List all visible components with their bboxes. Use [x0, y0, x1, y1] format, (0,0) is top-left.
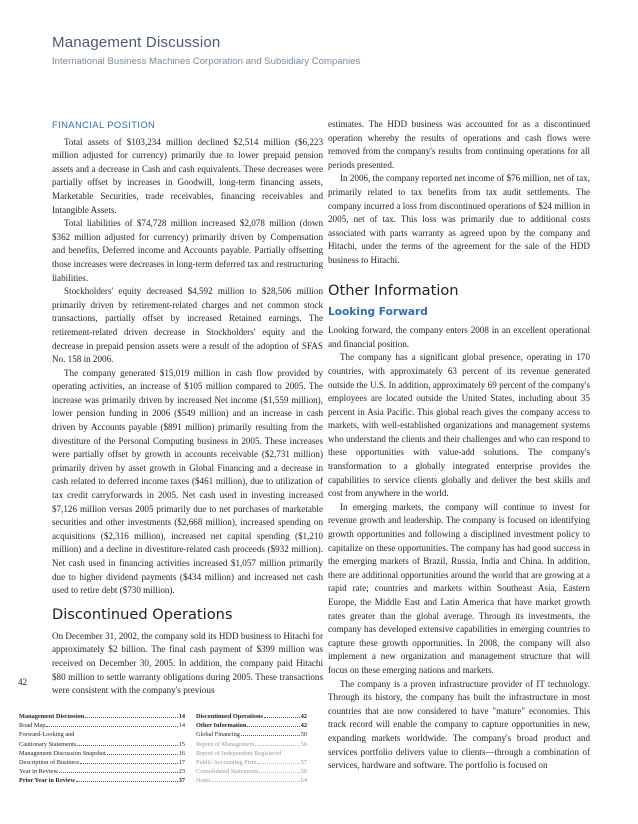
toc-item-page: 42: [300, 713, 307, 720]
paragraph: Stockholders' equity decreased $4,592 million to $28,506 million primarily driven by retirement-related charges and net common stock transactions, partially offset by increased Retained earnings. The retirement-related driven decrease in Stockholders' equity and the decrease in prepaid pension assets were a result of the adoption of SFAS No. 158 in 2006.: [52, 286, 323, 365]
toc-item-page: 57: [300, 759, 307, 767]
toc-item-label: Forward-Looking and: [19, 731, 75, 739]
paragraph: The company generated $15,019 million in cash flow provided by operating activities, an increase of $105 million compared to 2005. The increase was primarily driven by increased Net income ($1,559 million), lower pension funding in 2006 ($549 million) and an increase in cash driven by Accounts payable ($891 million) primarily resulting from the divestiture of the Personal Computing business in 2005. These increases were partially offset by growth in accounts receivable ($2,731 million) primarily driven by asset growth in Global Financing and a decrease in cash related to deferred income taxes ($461 million), due to utilization of tax credit carryforwards in 2005. Net cash used in investing increased $7,126 million versus 2005 primarily due to net purchases of marketable securities and other investments ($2,668 million), increased spending on acquisitions ($2,316 million), increased net capital spending ($1,210 million) and a decline in divestiture-related cash proceeds ($932 million). Net cash used in financing activities increased $1,057 million primarily due to higher dividend payments ($434 million) and increased net cash used to retire debt ($730 million).: [52, 367, 323, 596]
toc-leader: [247, 726, 299, 727]
toc-leader: [77, 745, 178, 746]
toc-item-page: 23: [178, 768, 185, 776]
paragraph: In 2006, the company reported net income of $76 million, net of tax, primarily related to tax benefits from tax audit settlements. The company incurred a loss from discontinued operations of $24 million in 2005, net of tax. This loss was primarily due to additional costs associated with parts warranty as agreed upon by the company and Hitachi, under the terms of the agreement for the sale of the HDD business to Hitachi.: [328, 173, 590, 265]
toc-item[interactable]: [196, 721, 307, 730]
toc-item[interactable]: [19, 740, 185, 749]
toc-leader: [46, 726, 177, 727]
toc-item[interactable]: [19, 758, 185, 767]
page-subtitle: International Business Machines Corporation and Subsidiary Companies: [52, 56, 361, 67]
paragraph: On December 31, 2002, the company sold its HDD business to Hitachi for approximately $2 billion. The final cash payment of $399 million was received on December 30, 2005. In addition, the company paid Hitachi $80 million to settle warranty obligations during 2005. These transactions were consistent with the company's previous: [52, 630, 323, 696]
toc-item-label: Notes: [196, 777, 211, 785]
toc-leader: [241, 735, 300, 736]
toc-leader: [76, 781, 178, 782]
toc-item-label: Prior Year in Review: [19, 777, 76, 785]
paragraph: In emerging markets, the company will continue to invest for revenue growth and leadership. The company is focused on identifying growth opportunities and following a disciplined investment policy to capitalize on these opportunities. The company has had good success in the emerging markets of Brazil, Russia, India and China. In addition, there are additional opportunities around the world that are growing at a rapid rate; countries and markets within Southeast Asia, Eastern Europe, the Middle East and Latin America that have market growth rates greater than the global average. Through its investments, the company has developed extensive capabilities in emerging countries to capture these growth opportunities. In 2008, the company will also implement a new organization and management structure that will focus on these emerging nations and markets.: [328, 501, 590, 675]
paragraph: The company has a significant global presence, operating in 170 countries, with approximately 63 percent of its revenue generated outside the U.S. In addition, approximately 69 percent of the company's employees are located outside the United States, including about 35 percent in Asia Pacific. This global reach gives the company access to markets, with well-established organizations and management systems who understand the clients and their challenges and who can respond to these opportunities with value-add solutions. The company's transformation to a globally integrated enterprise provides the capabilities to service clients globally and deliver the best skills and cost from anywhere in the world.: [328, 352, 590, 499]
toc-item[interactable]: [19, 730, 185, 739]
financial-position-heading: FINANCIAL POSITION: [52, 119, 156, 130]
toc-item-page: 16: [178, 749, 185, 757]
page-number: 42: [18, 677, 27, 687]
toc-leader: [59, 772, 178, 773]
toc-item-page: 56: [300, 740, 307, 748]
toc-item-page: 14: [178, 722, 185, 730]
toc-item[interactable]: [196, 776, 307, 785]
toc-item[interactable]: [196, 730, 307, 739]
toc-item-label: Management Discussion Snapshot: [19, 749, 106, 757]
toc-item-page: 64: [300, 777, 307, 785]
toc-item-page: 42: [300, 722, 307, 730]
toc-item-page: 58: [300, 768, 307, 776]
toc-item[interactable]: [196, 712, 307, 721]
toc-item[interactable]: [19, 712, 185, 721]
toc-item[interactable]: [19, 767, 185, 776]
toc-item[interactable]: [196, 749, 307, 758]
toc-left: [19, 712, 185, 786]
toc-leader: [80, 763, 178, 764]
toc-item-label: Management Discussion: [19, 713, 85, 720]
toc-item-page: 17: [178, 759, 185, 767]
toc-item-label: Road Map: [19, 722, 46, 730]
toc-item-label: Description of Business: [19, 759, 80, 767]
left-column: [52, 118, 323, 698]
toc-item[interactable]: [196, 767, 307, 776]
paragraph: estimates. The HDD business was accounted for as a discontinued operation whereby the results of operations and cash flows were removed from the company's results from continuing operations for all periods presented.: [328, 119, 590, 170]
toc-item-label: Other Information: [196, 722, 247, 730]
toc-leader: [255, 745, 299, 746]
toc-item-label: Public Accounting Firm: [196, 759, 257, 767]
toc-item-label: Discontinued Operations: [196, 713, 263, 720]
toc-leader: [258, 763, 300, 764]
discontinued-operations-heading: Discontinued Operations: [52, 605, 233, 623]
toc-item-page: 14: [178, 713, 185, 720]
toc-item-page: 37: [178, 777, 185, 785]
toc-right: [196, 712, 307, 786]
paragraph: Total assets of $103,234 million declined $2,514 million ($6,223 million adjusted for currency) primarily due to lower prepaid pension assets and a decrease in Cash and cash equivalents. These decreases were partially offset by increases in Goodwill, long-term financing assets, Marketable Securities, trade receivables, financing receivables and Intangible Assets.: [52, 136, 323, 215]
toc-item-label: Global Financing: [196, 731, 240, 739]
toc-item[interactable]: [19, 749, 185, 758]
toc-leader: [264, 717, 300, 718]
toc-item-label: Report of Independent Registered: [196, 749, 282, 757]
toc-item[interactable]: [19, 776, 185, 785]
toc-item-page: 15: [178, 740, 185, 748]
paragraph: The company is a proven infrastructure provider of IT technology. Through its history, the company has built the infrastructure in most countries that are now considered to have "mature" economies. This track record will enable the company to capture opportunities in new, expanding markets worldwide. The company's broad product and services portfolio delivers value to clients—through a combination of services, hardware and software. The portfolio is focused on: [328, 678, 590, 771]
looking-forward-heading: Looking Forward: [328, 305, 428, 318]
toc-leader: [212, 781, 300, 782]
toc-item-label: Consolidated Statements: [196, 768, 259, 776]
toc-leader: [107, 754, 178, 755]
page-title: Management Discussion: [52, 34, 221, 51]
toc-item-label: Report of Management: [196, 740, 255, 748]
toc-leader: [85, 717, 177, 718]
toc-item-label: Year in Review: [19, 768, 58, 776]
toc-item[interactable]: [19, 721, 185, 730]
toc-item-label: Cautionary Statements: [19, 740, 77, 748]
paragraph: Total liabilities of $74,728 million increased $2,078 million (down $362 million adjusted for currency) primarily driven by Compensation and benefits, Deferred income and Accounts payable. Partially offsetting those increases were decreases in long-term deferred tax and restructuring liabilities.: [52, 218, 323, 283]
right-column: [328, 118, 590, 773]
toc-item-page: 50: [300, 731, 307, 739]
toc-item[interactable]: [196, 740, 307, 749]
paragraph: Looking forward, the company enters 2008 in an excellent operational and financial position.: [328, 325, 590, 349]
other-information-heading: Other Information: [328, 281, 459, 299]
toc-item[interactable]: [196, 758, 307, 767]
toc-leader: [259, 772, 299, 773]
